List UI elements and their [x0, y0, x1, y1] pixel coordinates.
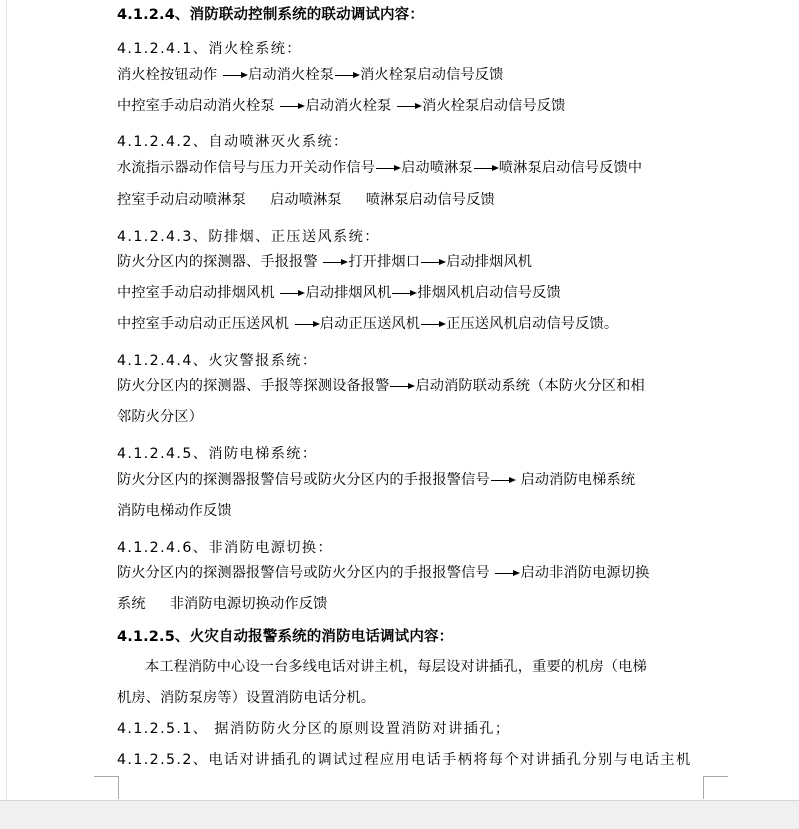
smoke-line-2: 中控室手动启动排烟风机 启动排烟风机 排烟风机启动信号反馈 [117, 285, 561, 301]
elevator-line-1: 防火分区内的探测器报警信号或防火分区内的手报报警信号 启动消防电梯系统 [117, 472, 636, 488]
item-4-1-2-5-2: 4.1.2.5.2、电话对讲插孔的调试过程应用电话手柄将每个对讲插孔分别与电话主机 [117, 752, 692, 768]
margin-corner-mark [703, 776, 728, 799]
alarm-line-1: 防火分区内的探测器、手报等探测设备报警 启动消防联动系统（本防火分区和相 [117, 378, 645, 394]
arrow-icon [494, 563, 520, 583]
power-line-1: 防火分区内的探测器报警信号或防火分区内的手报报警信号 启动非消防电源切换 [117, 565, 650, 581]
heading-4-1-2-5: 4.1.2.5、火灾自动报警系统的消防电话调试内容： [117, 629, 454, 645]
margin-corner-mark [94, 776, 119, 799]
paragraph-line-1: 本工程消防中心设一台多线电话对讲主机，每层设对讲插孔，重要的机房（电梯 [145, 659, 647, 675]
arrow-icon [396, 96, 422, 116]
arrow-icon [473, 158, 499, 178]
item-4-1-2-5-1: 4.1.2.5.1、 据消防防火分区的原则设置消防对讲插孔； [117, 721, 511, 737]
hydrant-line-1: 消火栓按钮动作 启动消火栓泵 消火栓泵启动信号反馈 [117, 67, 504, 83]
sprinkler-line-2: 控室手动启动喷淋泵 启动喷淋泵 喷淋泵启动信号反馈 [117, 192, 495, 208]
arrow-icon [391, 283, 417, 303]
arrow-icon [375, 158, 401, 178]
page-gap [0, 800, 799, 829]
arrow-icon [322, 252, 348, 272]
subheading-smoke: 4.1.2.4.3、防排烟、正压送风系统： [117, 229, 380, 245]
subheading-hydrant: 4.1.2.4.1、消火栓系统： [117, 41, 302, 57]
paragraph-line-2: 机房、消防泵房等）设置消防电话分机。 [117, 690, 376, 706]
smoke-line-3: 中控室手动启动正压送风机 启动正压送风机 正压送风机启动信号反馈。 [117, 316, 619, 332]
arrow-icon [279, 283, 305, 303]
page-edge [6, 0, 7, 800]
arrow-icon [279, 96, 305, 116]
heading-4-1-2-4: 4.1.2.4、消防联动控制系统的联动调试内容： [117, 7, 424, 23]
arrow-icon [420, 314, 446, 334]
arrow-icon [334, 65, 360, 85]
subheading-elevator: 4.1.2.4.5、消防电梯系统： [117, 446, 318, 462]
alarm-line-2: 邻防火分区） [117, 409, 204, 425]
sprinkler-line-1: 水流指示器动作信号与压力开关动作信号 启动喷淋泵 喷淋泵启动信号反馈中 [117, 160, 643, 176]
arrow-icon [389, 376, 415, 396]
smoke-line-1: 防火分区内的探测器、手报报警 打开排烟口 启动排烟风机 [117, 254, 533, 270]
subheading-sprinkler: 4.1.2.4.2、自动喷淋灭火系统： [117, 134, 349, 150]
arrow-icon [420, 252, 446, 272]
arrow-icon [490, 470, 516, 490]
arrow-icon [294, 314, 320, 334]
power-line-2: 系统 非消防电源切换动作反馈 [117, 596, 328, 612]
arrow-icon [222, 65, 248, 85]
subheading-power: 4.1.2.4.6、非消防电源切换： [117, 540, 334, 556]
hydrant-line-2: 中控室手动启动消火栓泵 启动消火栓泵 消火栓泵启动信号反馈 [117, 98, 566, 114]
elevator-line-2: 消防电梯动作反馈 [117, 503, 232, 519]
subheading-alarm: 4.1.2.4.4、火灾警报系统： [117, 353, 318, 369]
